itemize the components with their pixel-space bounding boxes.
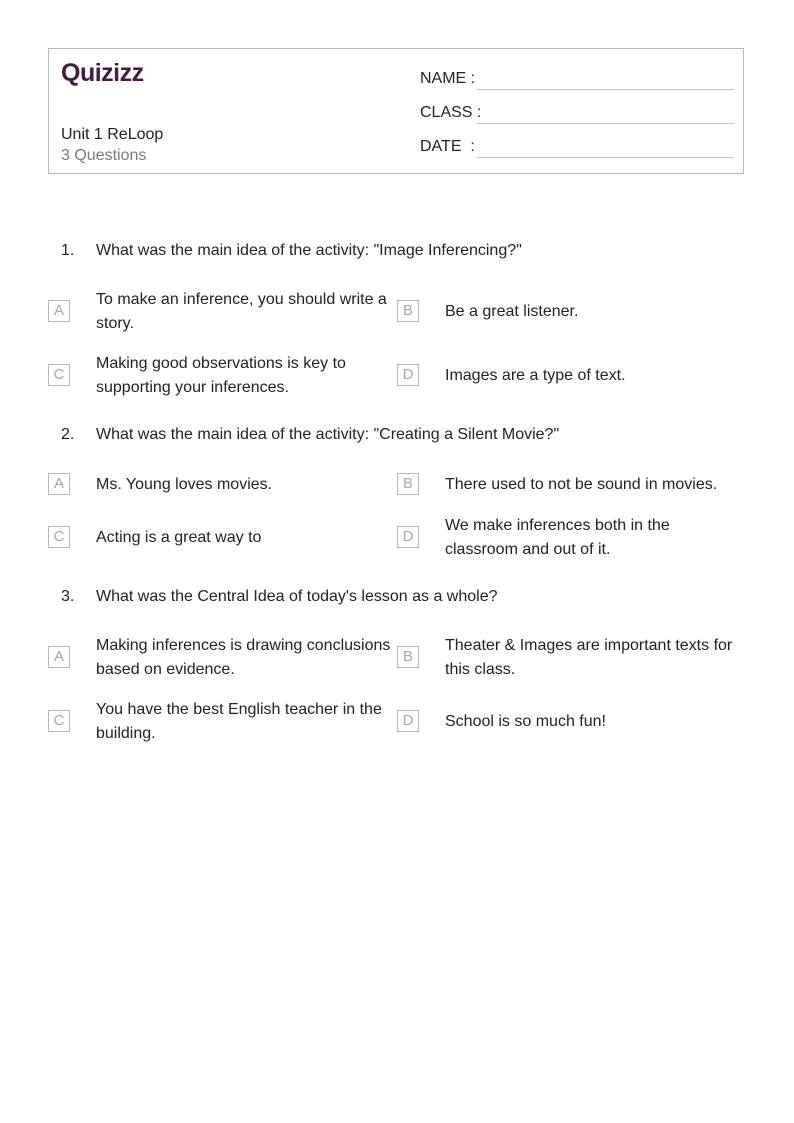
option-letter-b: B <box>397 473 419 495</box>
option-text-a: To make an inference, you should write a story. <box>96 291 387 332</box>
class-line <box>477 123 734 124</box>
option-letter-c: C <box>48 710 70 732</box>
question-number: 1. <box>61 242 75 259</box>
option-text-b: There used to not be sound in movies. <box>445 476 718 493</box>
option-letter-a: A <box>48 473 70 495</box>
option-text-c: Making good observations is key to supporting your inferences. <box>96 355 346 396</box>
question-number: 2. <box>61 426 75 443</box>
question-text: What was the main idea of the activity: "Creating a Silent Movie?" <box>96 426 560 443</box>
option-letter-d: D <box>397 710 419 732</box>
option-letter-c: C <box>48 364 70 386</box>
option-text-b: Theater & Images are important texts for this class. <box>445 637 733 678</box>
class-label: CLASS : <box>420 104 482 121</box>
option-letter-b: B <box>397 300 419 322</box>
option-text-a: Ms. Young loves movies. <box>96 476 273 493</box>
worksheet-title: Unit 1 ReLoop <box>61 126 164 143</box>
option-text-b: Be a great listener. <box>445 303 579 320</box>
date-line <box>477 157 734 158</box>
date-field <box>420 134 734 158</box>
question-text: What was the Central Idea of today's lesson as a whole? <box>96 588 498 605</box>
worksheet-header <box>48 48 744 174</box>
option-text-c: You have the best English teacher in the building. <box>96 701 382 742</box>
option-letter-c: C <box>48 526 70 548</box>
date-label: DATE : <box>420 138 475 155</box>
option-letter-a: A <box>48 300 70 322</box>
option-text-d: We make inferences both in the classroom and out of it. <box>445 517 670 558</box>
question-text: What was the main idea of the activity: "Image Inferencing?" <box>96 242 522 259</box>
name-label: NAME : <box>420 70 476 87</box>
option-text-a: Making inferences is drawing conclusions based on evidence. <box>96 637 391 678</box>
name-field <box>420 66 734 90</box>
option-letter-d: D <box>397 526 419 548</box>
option-text-d: Images are a type of text. <box>445 367 626 384</box>
option-text-d: School is so much fun! <box>445 713 606 730</box>
name-line <box>477 89 734 90</box>
option-text-c: Acting is a great way to <box>96 529 262 546</box>
option-letter-b: B <box>397 646 419 668</box>
question-count: 3 Questions <box>61 147 147 164</box>
quizizz-logo: Quizizz <box>61 59 144 87</box>
option-letter-d: D <box>397 364 419 386</box>
option-letter-a: A <box>48 646 70 668</box>
class-field <box>420 100 734 124</box>
question-number: 3. <box>61 588 75 605</box>
